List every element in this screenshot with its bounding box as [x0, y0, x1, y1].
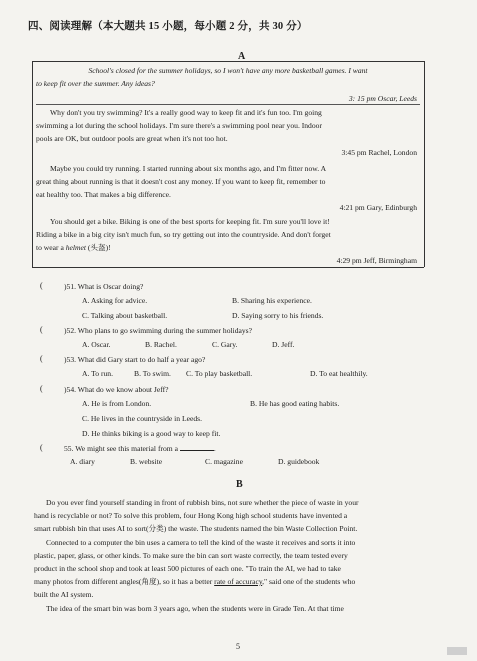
q52-option-a[interactable]: A. Oscar. [82, 340, 111, 349]
post-divider [36, 104, 420, 105]
rate-of-accuracy-underlined: rate of accuracy [214, 577, 263, 586]
q55-option-a[interactable]: A. diary [70, 457, 95, 466]
passage-b-p2-line2: plastic, paper, glass, or other kinds. To make sure the bin can sort waste correctly, the team tested every [34, 551, 348, 560]
q54-option-b[interactable]: B. He has good eating habits. [250, 399, 340, 408]
q54-option-c[interactable]: C. He lives in the countryside in Leeds. [82, 414, 202, 423]
q55-option-b[interactable]: B. website [130, 457, 163, 466]
q51-option-a[interactable]: A. Asking for advice. [82, 296, 148, 305]
passage-b-p1-line3: smart rubbish bin that uses AI to sort(分类) the waste. The students named the bin Waste Collection Point. [34, 524, 358, 533]
passage-b-p1-line2: hand is recyclable or not? To solve this problem, four Hong Kong high school students have invented a [34, 511, 348, 520]
q54-option-d[interactable]: D. He thinks biking is a good way to keep fit. [82, 429, 221, 438]
answer-blank-55[interactable] [180, 443, 214, 451]
passage-b-p2-line5: built the AI system. [34, 590, 94, 599]
passage-b-p2-line3: product in the school shop and took at least 500 pictures of each one. "To train the AI, we had to take [34, 564, 341, 573]
q53-option-a[interactable]: A. To run. [82, 369, 113, 378]
post-oscar-line1: School's closed for the summer holidays, so I won't have any more basketball games. I want [88, 66, 368, 75]
section-title: 四、阅读理解（本大题共 15 小题，每小题 2 分，共 30 分） [28, 21, 308, 32]
post-gary-line2: great thing about running is that it doesn't cost any money. If you want to keep fit, remember to [36, 177, 326, 186]
post-rachel-line3: pools are OK, but outdoor pools are great when it's not too hot. [36, 134, 228, 143]
post-oscar-line2: to keep fit over the summer. Any ideas? [36, 79, 155, 88]
post-jeff-line3: to wear a helmet (头盔)! [36, 243, 111, 252]
q52-option-c[interactable]: C. Gary. [212, 340, 238, 349]
post-rachel-signature: 3:45 pm Rachel, London [341, 148, 417, 157]
post-gary-line3: eat healthy too. That makes a big difference. [36, 190, 171, 199]
post-jeff-signature: 4:29 pm Jeff, Birmingham [336, 256, 417, 265]
post-jeff-line2: Riding a bike in a big city isn't much fun, so try getting out into the countryside. And don't forget [36, 230, 331, 239]
post-gary-line1: Maybe you could try running. I started running about six months ago, and I'm fitter now. A [50, 164, 327, 173]
q53-option-d[interactable]: D. To eat healthily. [310, 369, 368, 378]
box-bottom-rule [32, 267, 424, 268]
post-rachel-line1: Why don't you try swimming? It's a really good way to keep fit and it's fun too. I'm going [50, 108, 322, 117]
q53-option-c[interactable]: C. To play basketball. [186, 369, 253, 378]
post-gary-signature: 4:21 pm Gary, Edinburgh [339, 203, 417, 212]
answer-paren-54[interactable]: ( [40, 384, 43, 393]
passage-b-p2-line4: many photos from different angles(角度), so it has a better rate of accuracy," said one of the students who [34, 577, 356, 586]
helmet-word: helmet [65, 243, 86, 252]
q52-option-d[interactable]: D. Jeff. [272, 340, 295, 349]
answer-paren-55[interactable]: ( [40, 443, 43, 452]
page-number: 5 [236, 642, 240, 651]
box-left-rule [32, 61, 33, 267]
post-oscar-signature: 3: 15 pm Oscar, Leeds [348, 94, 417, 103]
q55-option-c[interactable]: C. magazine [205, 457, 243, 466]
passage-b-p3-line1: The idea of the smart bin was born 3 years ago, when the students were in Grade Ten. At that time [46, 604, 344, 613]
question-55: 55. We might see this material from a . [64, 444, 216, 453]
q54-option-a[interactable]: A. He is from London. [82, 399, 152, 408]
q52-option-b[interactable]: B. Rachel. [145, 340, 177, 349]
box-right-rule [424, 61, 425, 267]
question-51: )51. What is Oscar doing? [64, 282, 144, 291]
part-a-label: A [238, 51, 246, 62]
post-jeff-line1: You should get a bike. Biking is one of the best sports for keeping fit. I'm sure you'll love it! [50, 217, 330, 226]
answer-paren-52[interactable]: ( [40, 325, 43, 334]
q53-option-b[interactable]: B. To swim. [134, 369, 171, 378]
answer-paren-53[interactable]: ( [40, 354, 43, 363]
q51-option-d[interactable]: D. Saying sorry to his friends. [232, 311, 324, 320]
q51-option-c[interactable]: C. Talking about basketball. [82, 311, 168, 320]
q55-option-d[interactable]: D. guidebook [278, 457, 320, 466]
part-b-label: B [236, 479, 243, 490]
post-rachel-line2: swimming a lot during the school holidays. I'm sure there's a swimming pool near you. Indoor [36, 121, 322, 130]
box-top-rule [32, 61, 424, 62]
passage-b-p2-line1: Connected to a computer the bin uses a camera to tell the kind of the waste it receives and sorts it into [46, 538, 356, 547]
q51-option-b[interactable]: B. Sharing his experience. [232, 296, 312, 305]
watermark-stamp [447, 647, 467, 655]
question-52: )52. Who plans to go swimming during the summer holidays? [64, 326, 252, 335]
question-54: )54. What do we know about Jeff? [64, 385, 169, 394]
answer-paren-51[interactable]: ( [40, 281, 43, 290]
passage-b-p1-line1: Do you ever find yourself standing in front of rubbish bins, not sure whether the piece of waste in your [46, 498, 359, 507]
question-53: )53. What did Gary start to do half a year ago? [64, 355, 206, 364]
